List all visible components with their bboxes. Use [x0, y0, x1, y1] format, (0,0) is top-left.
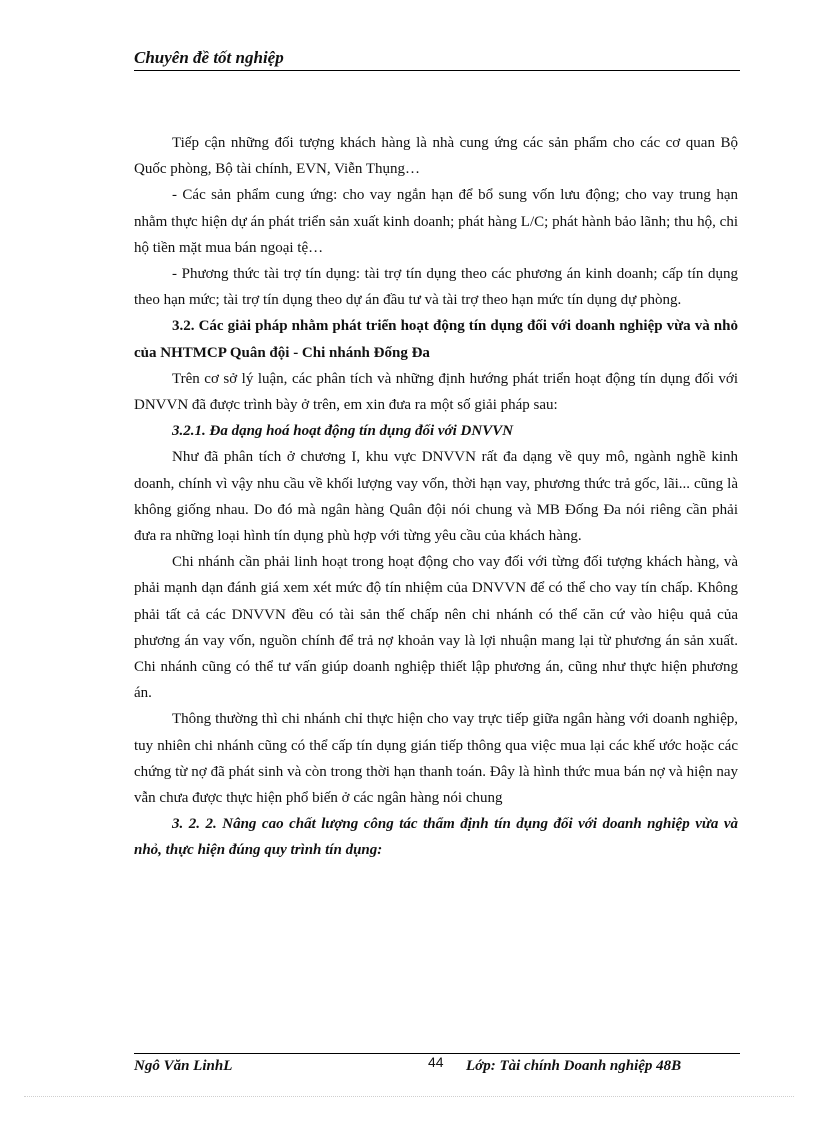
paragraph: Thông thường thì chi nhánh chỉ thực hiện cho vay trực tiếp giữa ngân hàng với doanh nghiệp, tuy nhiên chi nhánh cũng có thể cấp tín dụng gián tiếp thông qua việc mua lại các khế ước hoặc các chứng từ nợ đã phát sinh và còn trong thời hạn thanh toán. Đây là hình thức mua bán nợ và hiện nay vẫn chưa được thực hiện phổ biến ở các ngân hàng nói chung [134, 711, 738, 807]
paragraph: - Các sản phẩm cung ứng: cho vay ngắn hạn để bổ sung vốn lưu động; cho vay trung hạn nhằm thực hiện dự án phát triển sản xuất kinh doanh; phát hàng L/C; phát hành bảo lãnh; thu hộ, chi hộ tiền mặt mua bán ngoại tệ… [134, 187, 738, 256]
page-bottom-edge [24, 1096, 794, 1097]
subsection-heading: 3.2.1. Đa dạng hoá hoạt động tín dụng đối với DNVVN [172, 423, 514, 440]
footer-class-label: Lớp: Tài chính Doanh nghiệp 48B [466, 1058, 682, 1074]
section-heading: 3.2. Các giải pháp nhằm phát triển hoạt động tín dụng đối với doanh nghiệp vừa và nhỏ của NHTMCP Quân đội - Chi nhánh Đống Đa [134, 318, 738, 361]
paragraph: Trên cơ sở lý luận, các phân tích và những định hướng phát triển hoạt động tín dụng đối với DNVVN đã được trình bày ở trên, em xin đưa ra một số giải pháp sau: [134, 370, 738, 414]
paragraph: Tiếp cận những đối tượng khách hàng là nhà cung ứng các sản phẩm cho các cơ quan Bộ Quốc phòng, Bộ tài chính, EVN, Viễn Thụng… [134, 135, 738, 178]
paragraph: - Phương thức tài trợ tín dụng: tài trợ tín dụng theo các phương án kinh doanh; cấp tín dụng theo hạn mức; tài trợ tín dụng theo dự án đầu tư và tài trợ theo hạn mức tín dụng dự phòng. [134, 266, 738, 309]
footer-author: Ngô Văn LinhL [134, 1058, 233, 1074]
page-number: 44 [428, 1054, 444, 1070]
subsection-heading: 3. 2. 2. Nâng cao chất lượng công tác thẩm định tín dụng đối với doanh nghiệp vừa và nhỏ, thực hiện đúng quy trình tín dụng: [134, 816, 738, 859]
page-header-title: Chuyên đề tốt nghiệp [134, 48, 740, 71]
paragraph: Chi nhánh cần phải linh hoạt trong hoạt động cho vay đối với từng đối tượng khách hàng, và phải mạnh dạn đánh giá xem xét mức độ tín nhiệm của DNVVN để có thể cho vay tín chấp. Không phải tất cả các DNVVN đều có tài sản thế chấp nên chi nhánh có thể căn cứ vào hiệu quả của phương án vay vốn, nguồn chính để trả nợ khoản vay là lợi nhuận mang lại từ phương án sản xuất. Chi nhánh cũng có thể tư vấn giúp doanh nghiệp thiết lập phương án, cũng như thực hiện phương án. [134, 554, 738, 702]
document-body [134, 130, 738, 864]
paragraph: Như đã phân tích ở chương I, khu vực DNVVN rất đa dạng về quy mô, ngành nghề kinh doanh, chính vì vậy nhu cầu về khối lượng vay vốn, thời hạn vay, phương thức trả gốc, lãi... cũng là không giống nhau. Do đó mà ngân hàng Quân đội nói chung và MB Đống Đa nói riêng cần phải đưa ra những loại hình tín dụng phù hợp với từng yêu cầu của khách hàng. [134, 449, 738, 545]
